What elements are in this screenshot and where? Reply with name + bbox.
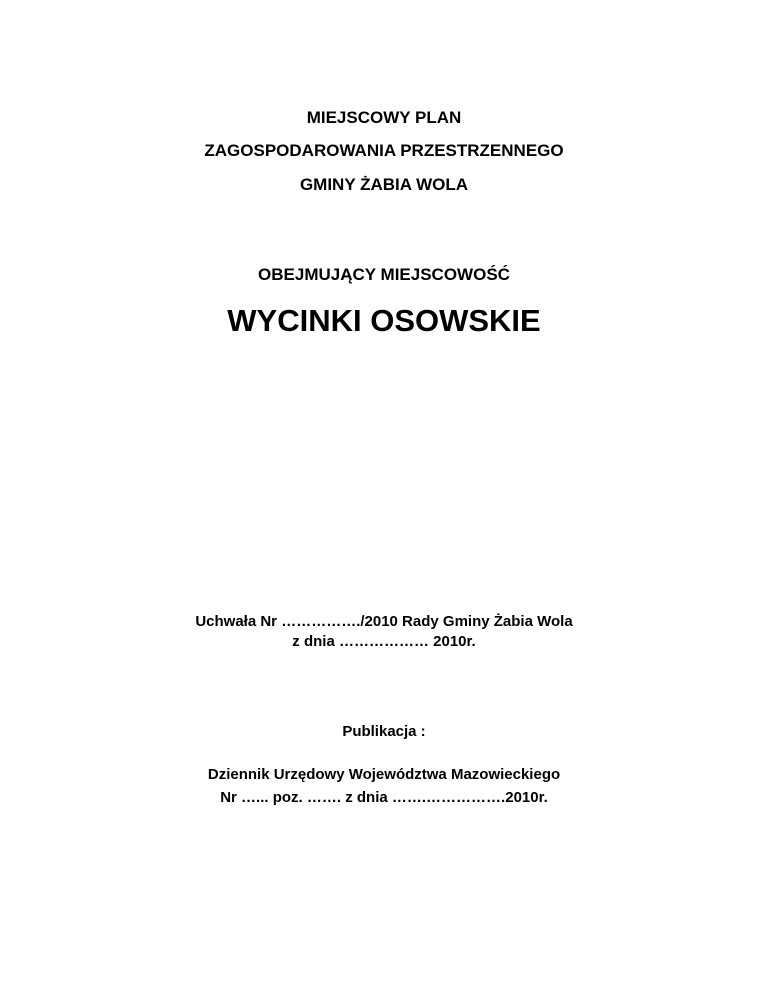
- publication-heading: Publikacja :: [342, 723, 426, 740]
- title-line-3: GMINY ŻABIA WOLA: [299, 175, 469, 194]
- publication-reference: Nr …... poz. ……. z dnia …….…………….2010r.: [220, 789, 548, 806]
- resolution-date: z dnia ……………… 2010r.: [292, 633, 476, 650]
- title-line-1: MIEJSCOWY PLAN: [306, 108, 462, 127]
- resolution-number: Uchwała Nr ……………./2010 Rady Gminy Żabia Wola: [195, 613, 573, 630]
- publication-journal: Dziennik Urzędowy Województwa Mazowieckiego: [207, 766, 561, 783]
- title-line-2: ZAGOSPODAROWANIA PRZESTRZENNEGO: [204, 141, 564, 160]
- scope-subtitle: OBEJMUJĄCY MIEJSCOWOŚĆ: [258, 265, 510, 284]
- place-name-heading: WYCINKI OSOWSKIE: [227, 303, 541, 338]
